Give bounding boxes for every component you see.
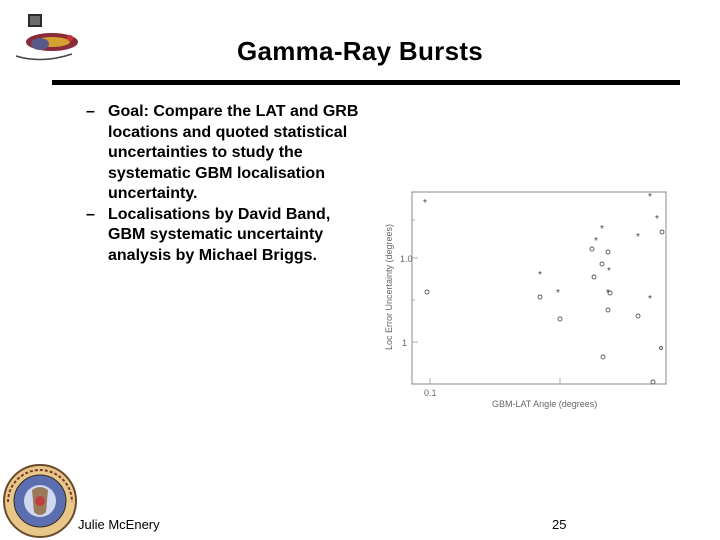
bullet-list	[86, 102, 371, 266]
svg-text:*: *	[636, 232, 640, 243]
bullet-dash: –	[86, 103, 95, 120]
slide-title: Gamma-Ray Bursts	[236, 36, 484, 66]
bullet-credits-text: Localisations by David Band, GBM systematic uncertainty analysis by Michael Briggs.	[108, 205, 331, 264]
svg-text:*: *	[538, 270, 542, 281]
plot-xlabel: GBM-LAT Angle (degrees)	[492, 399, 598, 409]
plot-markers	[423, 192, 664, 384]
footer-author: Julie McEnery	[78, 517, 160, 532]
svg-text:*: *	[606, 288, 610, 299]
svg-text:*: *	[423, 198, 427, 209]
bullet-goal	[86, 102, 371, 205]
challenge-seal-icon	[2, 462, 78, 540]
bullet-dash: –	[86, 205, 95, 223]
svg-text:*: *	[556, 288, 560, 299]
svg-text:*: *	[594, 236, 598, 247]
page-number: 25	[552, 517, 567, 532]
bullet-credits	[86, 205, 371, 267]
title-divider	[52, 80, 680, 85]
plot-xtick-1: 0.1	[424, 388, 437, 398]
plot-ytick-1: 1.0	[400, 254, 413, 264]
plot-ticks	[412, 220, 560, 384]
plot-frame	[412, 192, 666, 384]
bullet-goal-text: Goal: Compare the LAT and GRB locations and quoted statistical uncertainties to study the systematic GBM localisation uncertainty.	[108, 103, 359, 202]
svg-text:*: *	[648, 294, 652, 305]
plot-ytick-2: 1	[402, 338, 408, 348]
svg-text:*: *	[655, 214, 659, 225]
svg-text:*: *	[648, 192, 652, 203]
scatter-plot-figure	[370, 190, 670, 415]
plot-ylabel: Loc Error Uncertainty (degrees)	[384, 223, 394, 350]
svg-text:*: *	[600, 224, 604, 235]
svg-text:*: *	[607, 266, 611, 277]
